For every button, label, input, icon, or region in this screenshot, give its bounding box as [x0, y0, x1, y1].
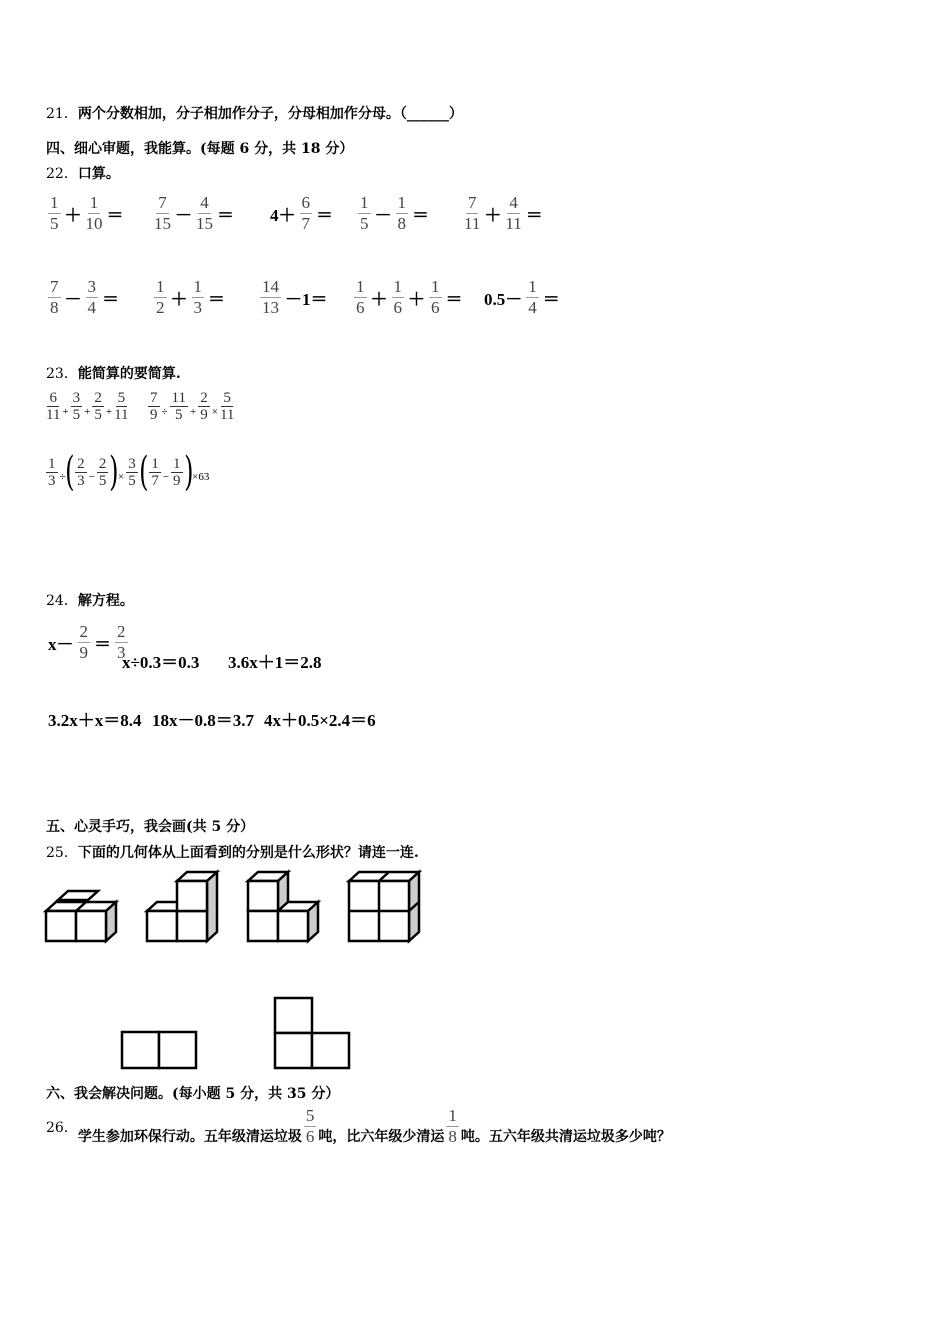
- denominator: 11: [219, 407, 235, 423]
- expression: [150, 706, 256, 731]
- expression: [352, 277, 465, 318]
- numerator: 7: [50, 277, 59, 296]
- denominator: 11: [114, 407, 129, 423]
- question-number: 25．: [46, 845, 78, 861]
- operator: ÷: [59, 471, 66, 483]
- operator: ＝: [217, 206, 234, 225]
- fraction: [97, 456, 109, 489]
- expression: [226, 648, 324, 673]
- numerator: 1: [356, 277, 365, 296]
- numerator: 1: [173, 455, 181, 472]
- fraction: [392, 277, 405, 318]
- fraction: [86, 193, 103, 234]
- question-number: 21．: [46, 106, 78, 122]
- denominator: 5: [128, 472, 136, 489]
- denominator: 6: [305, 1127, 315, 1146]
- denominator: 8: [448, 1127, 457, 1146]
- question-text: 学生参加环保行动。五年级清运垃圾: [77, 1128, 302, 1145]
- fraction: [48, 193, 61, 234]
- denominator: 5: [98, 472, 107, 489]
- operator: +: [105, 405, 113, 418]
- fraction: [114, 390, 128, 423]
- fraction: [446, 1106, 459, 1147]
- numerator: 6: [301, 193, 310, 212]
- numerator: 1: [431, 277, 440, 296]
- solid-4: [349, 872, 419, 941]
- denominator: 3: [48, 472, 56, 489]
- operator: ×: [117, 471, 125, 483]
- question-number: 24．: [46, 593, 78, 609]
- operator: ＝: [94, 635, 111, 654]
- operator: －1＝: [285, 290, 328, 309]
- numerator: 2: [77, 455, 85, 472]
- fraction: [154, 277, 167, 318]
- operator: 3.2x＋x＝8.4: [48, 711, 142, 730]
- question-number: 26．: [46, 1119, 78, 1136]
- denominator: 3: [193, 298, 202, 317]
- parenthesis: ): [183, 449, 194, 495]
- fraction: [304, 1106, 317, 1147]
- numerator: 1: [151, 455, 159, 472]
- question-text: 能简算的要简算.: [77, 366, 181, 382]
- operator: ＋: [408, 290, 425, 309]
- operator: +: [84, 405, 91, 418]
- fraction: [149, 456, 161, 489]
- fraction: [75, 456, 87, 489]
- fraction: [148, 390, 160, 423]
- fraction: [526, 277, 539, 318]
- denominator: 5: [94, 407, 102, 423]
- numerator: 1: [528, 277, 537, 296]
- denominator: 11: [464, 214, 481, 233]
- numerator: 5: [117, 390, 126, 406]
- operator: x－: [48, 635, 74, 654]
- fraction: [46, 390, 60, 423]
- fraction: [78, 622, 91, 663]
- operator: 18x－0.8＝3.7: [152, 711, 254, 730]
- numerator: 3: [128, 455, 136, 472]
- denominator: 11: [505, 214, 522, 233]
- question-21: [46, 103, 463, 123]
- fraction: [505, 193, 521, 234]
- operator: ＝: [412, 206, 429, 225]
- numerator: 2: [98, 455, 107, 472]
- operator: ＝: [106, 206, 124, 225]
- fraction: [396, 193, 409, 234]
- denominator: 10: [85, 214, 103, 233]
- numerator: 2: [79, 622, 88, 641]
- operator: ＋: [64, 206, 82, 225]
- operator: −: [162, 471, 170, 483]
- operator: ＝: [542, 290, 560, 309]
- expression: [46, 277, 121, 318]
- expression: [46, 622, 130, 663]
- denominator: 3: [77, 472, 85, 489]
- denominator: 8: [50, 298, 59, 317]
- operator: －: [175, 206, 192, 225]
- operator: +: [62, 405, 69, 418]
- denominator: 9: [173, 472, 181, 489]
- section-5-heading: 五、心灵手巧，我会画(共 5 分）: [46, 819, 255, 835]
- expression: [356, 193, 431, 234]
- expression: [152, 277, 227, 318]
- fraction: [260, 277, 281, 318]
- denominator: 6: [356, 298, 365, 317]
- operator: －: [64, 290, 82, 309]
- denominator: 7: [301, 214, 310, 233]
- numerator: 11: [171, 390, 186, 406]
- expression: [44, 390, 131, 423]
- numerator: 7: [150, 390, 158, 406]
- operator: x÷0.3＝0.3: [122, 653, 200, 672]
- denominator: 5: [50, 214, 59, 233]
- fraction: [71, 390, 83, 423]
- denominator: 6: [393, 298, 402, 317]
- denominator: 9: [79, 643, 88, 662]
- question-text: 口算。: [77, 166, 120, 182]
- numerator: 1: [50, 193, 59, 212]
- numerator: 1: [397, 193, 406, 212]
- numerator: 1: [48, 455, 56, 472]
- operator: +: [190, 405, 197, 418]
- fraction: [92, 390, 104, 423]
- operator: ÷: [161, 405, 168, 418]
- cube-solids-figure: [0, 860, 450, 950]
- question-number: 23．: [46, 366, 78, 382]
- fraction: [198, 390, 210, 423]
- question-text: 解方程。: [77, 593, 134, 609]
- operator: ＋: [370, 290, 388, 309]
- fraction: [170, 390, 188, 423]
- numerator: 1: [360, 193, 369, 212]
- question-25: [46, 842, 419, 862]
- numerator: 3: [87, 277, 96, 296]
- operator: －: [374, 206, 392, 225]
- denominator: 8: [397, 214, 406, 233]
- numerator: 1: [448, 1106, 457, 1125]
- expression: [120, 648, 201, 673]
- operator: ×: [211, 405, 218, 418]
- expression: [46, 193, 126, 234]
- operator: ＝: [102, 290, 119, 309]
- question-text: 下面的几何体从上面看到的分别是什么形状？请连一连.: [77, 845, 419, 861]
- denominator: 5: [360, 214, 369, 233]
- question-26: [46, 1106, 671, 1147]
- question-23: [46, 363, 181, 383]
- operator: ＝: [208, 290, 225, 309]
- expression: [146, 390, 236, 423]
- operator: ＝: [316, 206, 333, 225]
- numerator: 7: [158, 193, 167, 212]
- denominator: 5: [72, 407, 81, 423]
- fraction: [46, 456, 58, 489]
- numerator: 2: [117, 622, 126, 641]
- denominator: 15: [154, 214, 171, 233]
- operator: ×63: [192, 471, 210, 483]
- section-6-heading: 六、我会解决问题。(每小题 5 分，共 35 分）: [46, 1086, 340, 1102]
- expression: [482, 277, 562, 318]
- denominator: 4: [87, 298, 96, 317]
- denominator: 4: [528, 298, 537, 317]
- expression: [462, 193, 545, 234]
- expression: [44, 449, 210, 495]
- numerator: 6: [49, 390, 57, 406]
- fraction: [154, 193, 171, 234]
- question-22: [46, 163, 120, 183]
- parenthesis: (: [64, 449, 75, 495]
- expression: [46, 706, 144, 731]
- denominator: 7: [151, 472, 159, 489]
- operator: ＝: [445, 290, 463, 309]
- numerator: 4: [200, 193, 209, 212]
- question-text: 吨。五六年级共清运垃圾多少吨？: [460, 1128, 671, 1145]
- fraction: [171, 456, 183, 489]
- denominator: 5: [175, 407, 183, 423]
- denominator: 3: [117, 643, 126, 662]
- operator: 3.6x＋1＝2.8: [228, 653, 322, 672]
- numerator: 2: [94, 390, 102, 406]
- top-view-two-squares: [122, 1032, 196, 1068]
- numerator: 7: [467, 193, 477, 212]
- numerator: 4: [509, 193, 518, 212]
- denominator: 2: [156, 298, 165, 317]
- fraction: [464, 193, 480, 234]
- solid-3: [248, 872, 318, 941]
- fraction: [196, 193, 213, 234]
- numerator: 2: [200, 390, 208, 406]
- expression: [268, 193, 335, 234]
- top-view-shapes: [0, 990, 400, 1075]
- question-text: 吨，比六年级少清运: [318, 1128, 445, 1145]
- operator: 0.5－: [484, 290, 523, 309]
- numerator: 1: [393, 277, 402, 296]
- denominator: 13: [262, 298, 279, 317]
- expression: [152, 193, 236, 234]
- numerator: 5: [223, 390, 231, 406]
- fraction: [126, 456, 138, 489]
- numerator: 1: [156, 277, 165, 296]
- numerator: 5: [305, 1106, 315, 1125]
- fraction: [300, 193, 313, 234]
- solid-2: [147, 872, 217, 941]
- fraction: [358, 193, 371, 234]
- question-text: 两个分数相加，分子相加作分子，分母相加作分母。（______）: [77, 106, 463, 122]
- section-4-heading: 四、细心审题，我能算。(每题 6 分，共 18 分）: [46, 141, 354, 157]
- numerator: 1: [89, 193, 99, 212]
- fraction: [86, 277, 99, 318]
- denominator: 9: [150, 407, 158, 423]
- parenthesis: ): [109, 449, 119, 495]
- numerator: 3: [72, 390, 81, 406]
- fraction: [429, 277, 442, 318]
- denominator: 9: [200, 407, 208, 423]
- top-view-l-shape: [275, 998, 349, 1068]
- operator: 4x＋0.5×2.4＝6: [264, 711, 376, 730]
- numerator: 1: [193, 277, 202, 296]
- expression: [262, 706, 378, 731]
- numerator: 14: [262, 277, 279, 296]
- fraction: [192, 277, 205, 318]
- parenthesis: (: [138, 449, 149, 495]
- fraction: [354, 277, 367, 318]
- operator: ＋: [170, 290, 188, 309]
- fraction: [48, 277, 61, 318]
- operator: 4＋: [270, 206, 296, 225]
- operator: ＋: [484, 206, 502, 225]
- question-24: [46, 590, 134, 610]
- expression: [258, 277, 330, 318]
- denominator: 6: [431, 298, 440, 317]
- denominator: 11: [46, 407, 61, 423]
- operator: −: [88, 471, 95, 483]
- denominator: 15: [196, 214, 213, 233]
- fraction: [220, 390, 234, 423]
- operator: ＝: [525, 206, 543, 225]
- question-number: 22．: [46, 166, 78, 182]
- solid-1: [46, 891, 116, 941]
